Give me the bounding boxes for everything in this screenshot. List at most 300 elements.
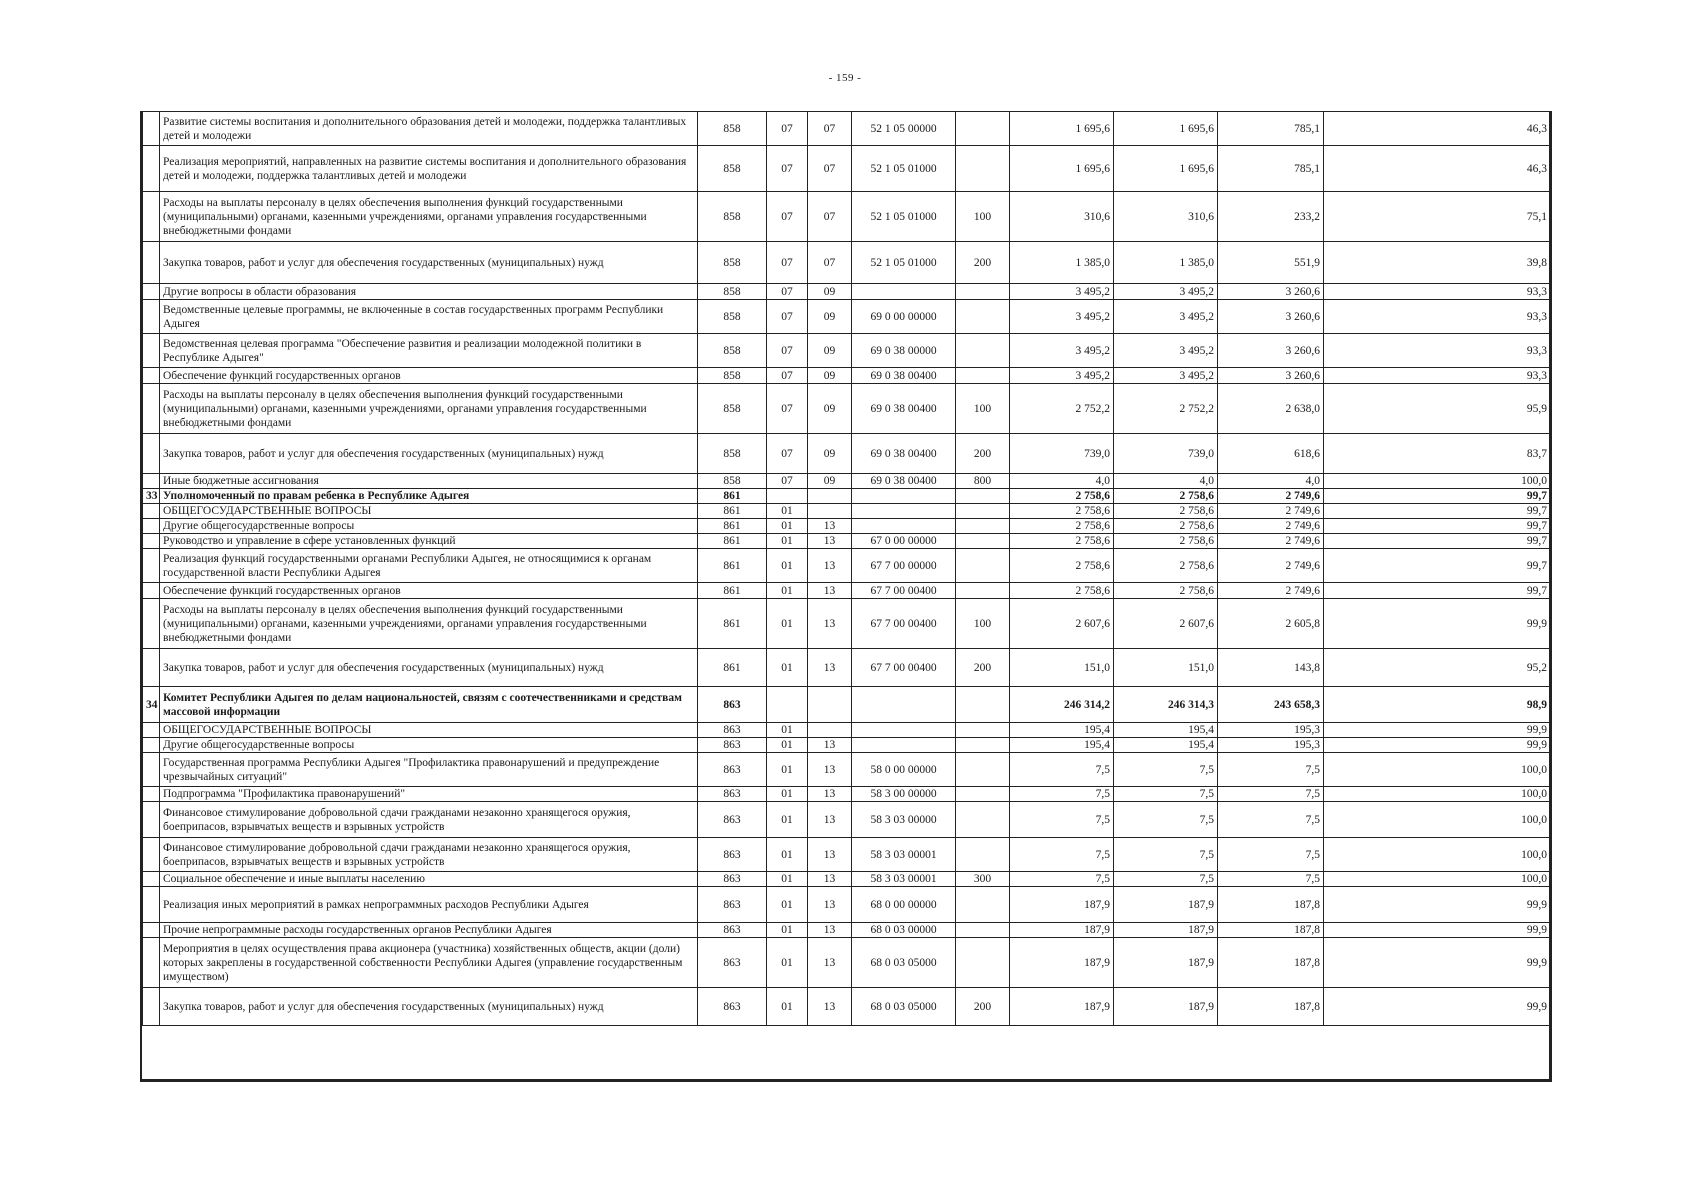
- item-name-cell: Расходы на выплаты персоналу в целях обеспечения выполнения функций государственными (муниципальными) органами, казенными учреждениями, органами управления государственными внебюджетными фондами: [160, 192, 698, 242]
- subsection-code-cell: 13: [808, 887, 852, 923]
- target-item-code-cell: 52 1 05 01000: [852, 242, 956, 284]
- approved-amount-cell: 739,0: [1010, 434, 1114, 474]
- table-row: [143, 368, 1551, 384]
- item-name-cell: Ведомственная целевая программа "Обеспечение развития и реализации молодежной политики в Республике Адыгея": [160, 334, 698, 368]
- expense-type-code-cell: [956, 887, 1010, 923]
- target-item-code-cell: 69 0 38 00400: [852, 474, 956, 489]
- section-code-cell: 01: [767, 988, 808, 1026]
- page-number: - 159 -: [828, 72, 862, 84]
- section-code-cell: 01: [767, 802, 808, 838]
- approved-amount-cell: 2 758,6: [1010, 504, 1114, 519]
- subsection-code-cell: 09: [808, 474, 852, 489]
- revised-amount-cell: 2 758,6: [1114, 504, 1218, 519]
- execution-percent-cell: 93,3: [1324, 284, 1551, 300]
- target-item-code-cell: 69 0 38 00400: [852, 368, 956, 384]
- row-number-cell: [143, 368, 160, 384]
- ministry-code-cell: 858: [698, 112, 767, 146]
- item-name-cell: Мероприятия в целях осуществления права акционера (участника) хозяйственных обществ, акции (доли) которых закреплены в государственной собственности Республики Адыгея (управление государственным имуществом): [160, 938, 698, 988]
- execution-percent-cell: 100,0: [1324, 802, 1551, 838]
- budget-table: [142, 111, 1551, 1026]
- expense-type-code-cell: [956, 838, 1010, 872]
- revised-amount-cell: 7,5: [1114, 787, 1218, 802]
- row-number-cell: [143, 802, 160, 838]
- subsection-code-cell: 13: [808, 988, 852, 1026]
- section-code-cell: 07: [767, 334, 808, 368]
- item-name-cell: Финансовое стимулирование добровольной сдачи гражданами незаконно хранящегося оружия, боеприпасов, взрывчатых веществ и взрывных устройств: [160, 802, 698, 838]
- table-row: [143, 549, 1551, 583]
- revised-amount-cell: 187,9: [1114, 923, 1218, 938]
- approved-amount-cell: 195,4: [1010, 738, 1114, 753]
- item-name-cell: Другие общегосударственные вопросы: [160, 738, 698, 753]
- executed-amount-cell: 187,8: [1218, 938, 1324, 988]
- expense-type-code-cell: [956, 146, 1010, 192]
- table-row: [143, 649, 1551, 687]
- item-name-cell: Другие общегосударственные вопросы: [160, 519, 698, 534]
- row-number-cell: 34: [143, 687, 160, 723]
- row-number-cell: [143, 738, 160, 753]
- executed-amount-cell: 2 638,0: [1218, 384, 1324, 434]
- subsection-code-cell: 09: [808, 284, 852, 300]
- approved-amount-cell: 2 752,2: [1010, 384, 1114, 434]
- table-row: [143, 434, 1551, 474]
- subsection-code-cell: [808, 504, 852, 519]
- revised-amount-cell: 7,5: [1114, 802, 1218, 838]
- target-item-code-cell: 69 0 00 00000: [852, 300, 956, 334]
- subsection-code-cell: [808, 687, 852, 723]
- expense-type-code-cell: [956, 334, 1010, 368]
- subsection-code-cell: [808, 489, 852, 504]
- revised-amount-cell: 3 495,2: [1114, 334, 1218, 368]
- ministry-code-cell: 863: [698, 802, 767, 838]
- revised-amount-cell: 1 695,6: [1114, 146, 1218, 192]
- ministry-code-cell: 863: [698, 872, 767, 887]
- table-row: [143, 753, 1551, 787]
- ministry-code-cell: 863: [698, 787, 767, 802]
- revised-amount-cell: 151,0: [1114, 649, 1218, 687]
- item-name-cell: Обеспечение функций государственных органов: [160, 368, 698, 384]
- ministry-code-cell: 858: [698, 474, 767, 489]
- subsection-code-cell: 13: [808, 549, 852, 583]
- executed-amount-cell: 243 658,3: [1218, 687, 1324, 723]
- row-number-cell: [143, 649, 160, 687]
- executed-amount-cell: 551,9: [1218, 242, 1324, 284]
- approved-amount-cell: 187,9: [1010, 988, 1114, 1026]
- revised-amount-cell: 187,9: [1114, 938, 1218, 988]
- execution-percent-cell: 75,1: [1324, 192, 1551, 242]
- section-code-cell: 01: [767, 504, 808, 519]
- approved-amount-cell: 2 758,6: [1010, 489, 1114, 504]
- executed-amount-cell: 233,2: [1218, 192, 1324, 242]
- subsection-code-cell: 13: [808, 534, 852, 549]
- row-number-cell: [143, 434, 160, 474]
- ministry-code-cell: 863: [698, 988, 767, 1026]
- section-code-cell: 01: [767, 887, 808, 923]
- section-code-cell: 07: [767, 112, 808, 146]
- expense-type-code-cell: [956, 923, 1010, 938]
- approved-amount-cell: 2 758,6: [1010, 583, 1114, 599]
- item-name-cell: Руководство и управление в сфере установленных функций: [160, 534, 698, 549]
- row-number-cell: [143, 534, 160, 549]
- item-name-cell: ОБЩЕГОСУДАРСТВЕННЫЕ ВОПРОСЫ: [160, 723, 698, 738]
- ministry-code-cell: 861: [698, 534, 767, 549]
- section-code-cell: 01: [767, 519, 808, 534]
- expense-type-code-cell: [956, 489, 1010, 504]
- executed-amount-cell: 7,5: [1218, 753, 1324, 787]
- section-code-cell: 07: [767, 474, 808, 489]
- revised-amount-cell: 739,0: [1114, 434, 1218, 474]
- execution-percent-cell: 99,9: [1324, 738, 1551, 753]
- row-number-cell: [143, 887, 160, 923]
- section-code-cell: 01: [767, 838, 808, 872]
- section-code-cell: 07: [767, 192, 808, 242]
- ministry-code-cell: 863: [698, 887, 767, 923]
- table-row: [143, 838, 1551, 872]
- subsection-code-cell: 09: [808, 300, 852, 334]
- expense-type-code-cell: 200: [956, 434, 1010, 474]
- expense-type-code-cell: [956, 802, 1010, 838]
- target-item-code-cell: 52 1 05 00000: [852, 112, 956, 146]
- expense-type-code-cell: [956, 687, 1010, 723]
- execution-percent-cell: 99,9: [1324, 599, 1551, 649]
- row-number-cell: [143, 753, 160, 787]
- execution-percent-cell: 100,0: [1324, 838, 1551, 872]
- expense-type-code-cell: [956, 723, 1010, 738]
- expense-type-code-cell: [956, 549, 1010, 583]
- subsection-code-cell: 13: [808, 599, 852, 649]
- subsection-code-cell: [808, 723, 852, 738]
- executed-amount-cell: 618,6: [1218, 434, 1324, 474]
- item-name-cell: Развитие системы воспитания и дополнительного образования детей и молодежи, поддержка талантливых детей и молодежи: [160, 112, 698, 146]
- execution-percent-cell: 46,3: [1324, 146, 1551, 192]
- item-name-cell: Подпрограмма "Профилактика правонарушений": [160, 787, 698, 802]
- revised-amount-cell: 3 495,2: [1114, 300, 1218, 334]
- item-name-cell: Расходы на выплаты персоналу в целях обеспечения выполнения функций государственными (муниципальными) органами, казенными учреждениями, органами управления государственными внебюджетными фондами: [160, 599, 698, 649]
- executed-amount-cell: 187,8: [1218, 887, 1324, 923]
- section-code-cell: 07: [767, 368, 808, 384]
- ministry-code-cell: 858: [698, 192, 767, 242]
- execution-percent-cell: 98,9: [1324, 687, 1551, 723]
- row-number-cell: [143, 112, 160, 146]
- subsection-code-cell: 13: [808, 787, 852, 802]
- target-item-code-cell: [852, 519, 956, 534]
- expense-type-code-cell: [956, 534, 1010, 549]
- item-name-cell: Комитет Республики Адыгея по делам национальностей, связям с соотечественниками и средствам массовой информации: [160, 687, 698, 723]
- executed-amount-cell: 7,5: [1218, 802, 1324, 838]
- row-number-cell: [143, 519, 160, 534]
- row-number-cell: [143, 242, 160, 284]
- revised-amount-cell: 7,5: [1114, 753, 1218, 787]
- approved-amount-cell: 2 758,6: [1010, 519, 1114, 534]
- revised-amount-cell: 3 495,2: [1114, 284, 1218, 300]
- execution-percent-cell: 100,0: [1324, 787, 1551, 802]
- target-item-code-cell: 58 3 03 00001: [852, 872, 956, 887]
- table-row: [143, 519, 1551, 534]
- revised-amount-cell: 7,5: [1114, 872, 1218, 887]
- target-item-code-cell: 67 7 00 00000: [852, 549, 956, 583]
- table-row: [143, 146, 1551, 192]
- executed-amount-cell: 3 260,6: [1218, 368, 1324, 384]
- row-number-cell: [143, 599, 160, 649]
- executed-amount-cell: 2 605,8: [1218, 599, 1324, 649]
- table-row: [143, 687, 1551, 723]
- row-number-cell: [143, 504, 160, 519]
- expense-type-code-cell: [956, 519, 1010, 534]
- executed-amount-cell: 2 749,6: [1218, 549, 1324, 583]
- revised-amount-cell: 1 385,0: [1114, 242, 1218, 284]
- table-row: [143, 887, 1551, 923]
- executed-amount-cell: 3 260,6: [1218, 284, 1324, 300]
- section-code-cell: 07: [767, 242, 808, 284]
- subsection-code-cell: 07: [808, 242, 852, 284]
- ministry-code-cell: 861: [698, 519, 767, 534]
- subsection-code-cell: 09: [808, 384, 852, 434]
- table-row: [143, 300, 1551, 334]
- table-row: [143, 334, 1551, 368]
- execution-percent-cell: 99,7: [1324, 489, 1551, 504]
- item-name-cell: Закупка товаров, работ и услуг для обеспечения государственных (муниципальных) нужд: [160, 434, 698, 474]
- section-code-cell: 01: [767, 753, 808, 787]
- subsection-code-cell: 09: [808, 334, 852, 368]
- section-code-cell: 01: [767, 583, 808, 599]
- table-row: [143, 583, 1551, 599]
- approved-amount-cell: 7,5: [1010, 787, 1114, 802]
- approved-amount-cell: 1 385,0: [1010, 242, 1114, 284]
- section-code-cell: 07: [767, 434, 808, 474]
- row-number-cell: [143, 938, 160, 988]
- executed-amount-cell: 187,8: [1218, 988, 1324, 1026]
- item-name-cell: Реализация иных мероприятий в рамках непрограммных расходов Республики Адыгея: [160, 887, 698, 923]
- execution-percent-cell: 100,0: [1324, 872, 1551, 887]
- row-number-cell: [143, 923, 160, 938]
- row-number-cell: [143, 838, 160, 872]
- target-item-code-cell: 69 0 38 00400: [852, 384, 956, 434]
- target-item-code-cell: 67 0 00 00000: [852, 534, 956, 549]
- approved-amount-cell: 7,5: [1010, 838, 1114, 872]
- revised-amount-cell: 187,9: [1114, 988, 1218, 1026]
- item-name-cell: Реализация мероприятий, направленных на развитие системы воспитания и дополнительного образования детей и молодежи, поддержка талантливых детей и молодежи: [160, 146, 698, 192]
- table-row: [143, 534, 1551, 549]
- executed-amount-cell: 195,3: [1218, 723, 1324, 738]
- row-number-cell: [143, 300, 160, 334]
- target-item-code-cell: 67 7 00 00400: [852, 649, 956, 687]
- revised-amount-cell: 2 752,2: [1114, 384, 1218, 434]
- item-name-cell: Закупка товаров, работ и услуг для обеспечения государственных (муниципальных) нужд: [160, 242, 698, 284]
- approved-amount-cell: 3 495,2: [1010, 284, 1114, 300]
- approved-amount-cell: 2 607,6: [1010, 599, 1114, 649]
- execution-percent-cell: 93,3: [1324, 368, 1551, 384]
- approved-amount-cell: 7,5: [1010, 753, 1114, 787]
- ministry-code-cell: 863: [698, 738, 767, 753]
- executed-amount-cell: 2 749,6: [1218, 583, 1324, 599]
- execution-percent-cell: 95,2: [1324, 649, 1551, 687]
- revised-amount-cell: 195,4: [1114, 738, 1218, 753]
- expense-type-code-cell: [956, 300, 1010, 334]
- executed-amount-cell: 7,5: [1218, 787, 1324, 802]
- table-row: [143, 242, 1551, 284]
- revised-amount-cell: 1 695,6: [1114, 112, 1218, 146]
- expense-type-code-cell: [956, 112, 1010, 146]
- revised-amount-cell: 7,5: [1114, 838, 1218, 872]
- table-outer-border-bottom: [140, 1079, 1552, 1082]
- expense-type-code-cell: 100: [956, 384, 1010, 434]
- revised-amount-cell: 4,0: [1114, 474, 1218, 489]
- target-item-code-cell: [852, 723, 956, 738]
- section-code-cell: 01: [767, 723, 808, 738]
- expense-type-code-cell: [956, 583, 1010, 599]
- target-item-code-cell: [852, 687, 956, 723]
- target-item-code-cell: 58 0 00 00000: [852, 753, 956, 787]
- executed-amount-cell: 2 749,6: [1218, 489, 1324, 504]
- expense-type-code-cell: 100: [956, 192, 1010, 242]
- subsection-code-cell: 13: [808, 838, 852, 872]
- subsection-code-cell: 09: [808, 368, 852, 384]
- row-number-cell: [143, 146, 160, 192]
- execution-percent-cell: 99,9: [1324, 723, 1551, 738]
- table-outer-border-left: [140, 111, 142, 1081]
- approved-amount-cell: 310,6: [1010, 192, 1114, 242]
- subsection-code-cell: 13: [808, 519, 852, 534]
- ministry-code-cell: 858: [698, 284, 767, 300]
- revised-amount-cell: 2 758,6: [1114, 549, 1218, 583]
- subsection-code-cell: 13: [808, 923, 852, 938]
- ministry-code-cell: 858: [698, 434, 767, 474]
- expense-type-code-cell: 300: [956, 872, 1010, 887]
- execution-percent-cell: 95,9: [1324, 384, 1551, 434]
- executed-amount-cell: 2 749,6: [1218, 534, 1324, 549]
- approved-amount-cell: 7,5: [1010, 802, 1114, 838]
- row-number-cell: [143, 787, 160, 802]
- executed-amount-cell: 7,5: [1218, 838, 1324, 872]
- expense-type-code-cell: [956, 787, 1010, 802]
- execution-percent-cell: 99,7: [1324, 534, 1551, 549]
- executed-amount-cell: 143,8: [1218, 649, 1324, 687]
- approved-amount-cell: 187,9: [1010, 938, 1114, 988]
- revised-amount-cell: 246 314,3: [1114, 687, 1218, 723]
- revised-amount-cell: 3 495,2: [1114, 368, 1218, 384]
- revised-amount-cell: 310,6: [1114, 192, 1218, 242]
- subsection-code-cell: 09: [808, 434, 852, 474]
- table-row: [143, 723, 1551, 738]
- section-code-cell: 01: [767, 649, 808, 687]
- execution-percent-cell: 99,7: [1324, 504, 1551, 519]
- item-name-cell: Реализация функций государственными органами Республики Адыгея, не относящимися к органам государственной власти Республики Адыгея: [160, 549, 698, 583]
- target-item-code-cell: [852, 284, 956, 300]
- target-item-code-cell: 58 3 03 00001: [852, 838, 956, 872]
- executed-amount-cell: 2 749,6: [1218, 519, 1324, 534]
- execution-percent-cell: 99,7: [1324, 549, 1551, 583]
- target-item-code-cell: 69 0 38 00400: [852, 434, 956, 474]
- approved-amount-cell: 151,0: [1010, 649, 1114, 687]
- section-code-cell: 07: [767, 384, 808, 434]
- target-item-code-cell: 58 3 00 00000: [852, 787, 956, 802]
- item-name-cell: Закупка товаров, работ и услуг для обеспечения государственных (муниципальных) нужд: [160, 649, 698, 687]
- section-code-cell: [767, 687, 808, 723]
- executed-amount-cell: 3 260,6: [1218, 300, 1324, 334]
- expense-type-code-cell: [956, 938, 1010, 988]
- target-item-code-cell: 68 0 03 00000: [852, 923, 956, 938]
- execution-percent-cell: 99,7: [1324, 583, 1551, 599]
- expense-type-code-cell: [956, 738, 1010, 753]
- subsection-code-cell: 13: [808, 938, 852, 988]
- expense-type-code-cell: 200: [956, 649, 1010, 687]
- executed-amount-cell: 187,8: [1218, 923, 1324, 938]
- target-item-code-cell: 52 1 05 01000: [852, 146, 956, 192]
- table-row: [143, 938, 1551, 988]
- approved-amount-cell: 3 495,2: [1010, 300, 1114, 334]
- subsection-code-cell: 13: [808, 583, 852, 599]
- execution-percent-cell: 93,3: [1324, 334, 1551, 368]
- approved-amount-cell: 187,9: [1010, 923, 1114, 938]
- revised-amount-cell: 195,4: [1114, 723, 1218, 738]
- subsection-code-cell: 13: [808, 649, 852, 687]
- table-row: [143, 923, 1551, 938]
- section-code-cell: 01: [767, 549, 808, 583]
- ministry-code-cell: 861: [698, 489, 767, 504]
- execution-percent-cell: 100,0: [1324, 753, 1551, 787]
- expense-type-code-cell: 100: [956, 599, 1010, 649]
- ministry-code-cell: 863: [698, 753, 767, 787]
- expense-type-code-cell: 200: [956, 242, 1010, 284]
- table-row: [143, 192, 1551, 242]
- executed-amount-cell: 785,1: [1218, 112, 1324, 146]
- ministry-code-cell: 861: [698, 549, 767, 583]
- section-code-cell: 01: [767, 787, 808, 802]
- execution-percent-cell: 99,9: [1324, 938, 1551, 988]
- row-number-cell: [143, 474, 160, 489]
- expense-type-code-cell: [956, 284, 1010, 300]
- item-name-cell: Уполномоченный по правам ребенка в Республике Адыгея: [160, 489, 698, 504]
- execution-percent-cell: 99,9: [1324, 923, 1551, 938]
- target-item-code-cell: [852, 504, 956, 519]
- subsection-code-cell: 13: [808, 753, 852, 787]
- revised-amount-cell: 187,9: [1114, 887, 1218, 923]
- table-row: [143, 599, 1551, 649]
- revised-amount-cell: 2 758,6: [1114, 583, 1218, 599]
- row-number-cell: [143, 549, 160, 583]
- row-number-cell: [143, 334, 160, 368]
- ministry-code-cell: 858: [698, 146, 767, 192]
- section-code-cell: 01: [767, 872, 808, 887]
- approved-amount-cell: 4,0: [1010, 474, 1114, 489]
- item-name-cell: ОБЩЕГОСУДАРСТВЕННЫЕ ВОПРОСЫ: [160, 504, 698, 519]
- target-item-code-cell: 58 3 03 00000: [852, 802, 956, 838]
- approved-amount-cell: 2 758,6: [1010, 549, 1114, 583]
- row-number-cell: [143, 583, 160, 599]
- executed-amount-cell: 785,1: [1218, 146, 1324, 192]
- item-name-cell: Закупка товаров, работ и услуг для обеспечения государственных (муниципальных) нужд: [160, 988, 698, 1026]
- executed-amount-cell: 4,0: [1218, 474, 1324, 489]
- table-row: [143, 802, 1551, 838]
- table-row: [143, 504, 1551, 519]
- ministry-code-cell: 861: [698, 649, 767, 687]
- approved-amount-cell: 195,4: [1010, 723, 1114, 738]
- approved-amount-cell: 1 695,6: [1010, 112, 1114, 146]
- section-code-cell: 07: [767, 284, 808, 300]
- approved-amount-cell: 187,9: [1010, 887, 1114, 923]
- section-code-cell: 01: [767, 938, 808, 988]
- revised-amount-cell: 2 758,6: [1114, 489, 1218, 504]
- item-name-cell: Расходы на выплаты персоналу в целях обеспечения выполнения функций государственными (муниципальными) органами, казенными учреждениями, органами управления государственными внебюджетными фондами: [160, 384, 698, 434]
- section-code-cell: 01: [767, 923, 808, 938]
- row-number-cell: [143, 284, 160, 300]
- target-item-code-cell: 68 0 03 05000: [852, 938, 956, 988]
- table-row: [143, 988, 1551, 1026]
- table-row: [143, 787, 1551, 802]
- item-name-cell: Государственная программа Республики Адыгея "Профилактика правонарушений и предупреждение чрезвычайных ситуаций": [160, 753, 698, 787]
- execution-percent-cell: 100,0: [1324, 474, 1551, 489]
- executed-amount-cell: 7,5: [1218, 872, 1324, 887]
- item-name-cell: Социальное обеспечение и иные выплаты населению: [160, 872, 698, 887]
